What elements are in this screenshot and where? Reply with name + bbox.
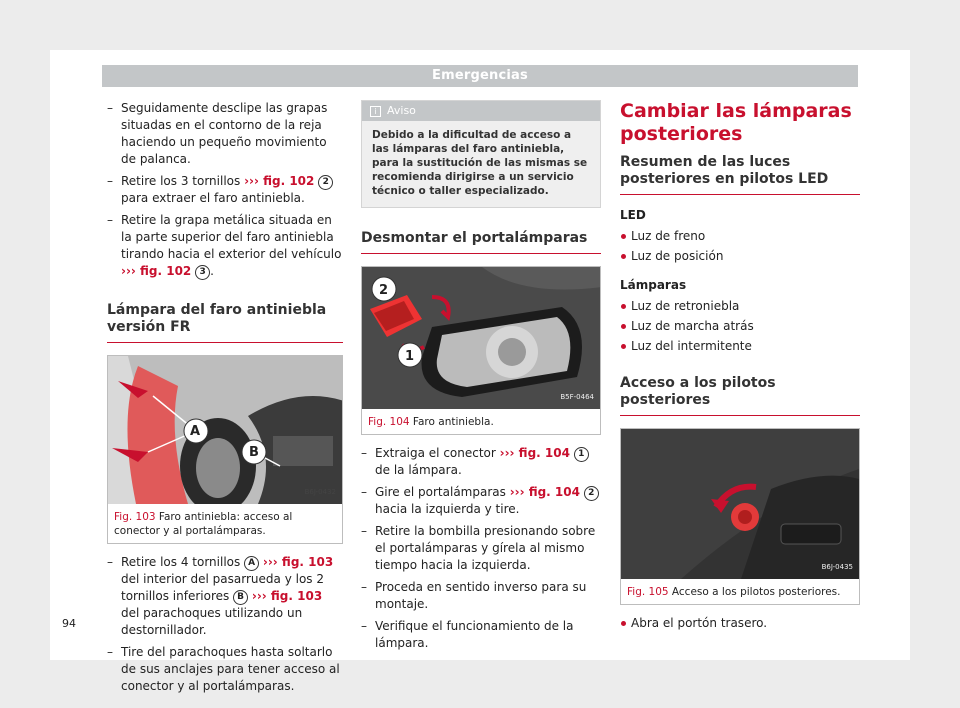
- figure-code: B6J-0435: [821, 563, 853, 571]
- info-icon: i: [370, 106, 381, 117]
- figure-caption: Fig. 105 Acceso a los pilotos posteriores.: [627, 586, 841, 598]
- section-header: Emergencias: [102, 65, 858, 87]
- list-item: Luz de marcha atrás: [620, 318, 860, 335]
- step: – Retire los 4 tornillos A ››› fig. 103 del interior del pasarrueda y los 2 tornillos inferiores B ››› fig. 103 del parachoques utilizando un destornillador.: [107, 554, 343, 639]
- figure-code: B6J-0432: [304, 488, 336, 496]
- page-number: 94: [62, 617, 76, 630]
- figure-number: 1: [405, 349, 415, 364]
- figure-code: B5F-0464: [560, 393, 594, 401]
- figure-link[interactable]: ››› fig. 102: [244, 174, 315, 188]
- step: – Verifique el funcionamiento de la lámpara.: [361, 618, 601, 652]
- figure-caption: Fig. 104 Faro antiniebla.: [368, 416, 494, 428]
- figure-number: 2: [379, 283, 389, 298]
- figure-104: [361, 266, 601, 435]
- figure-link[interactable]: ››› fig. 104: [509, 485, 580, 499]
- fog-light-access-illustration: [108, 356, 342, 504]
- callout-number: 2: [318, 175, 333, 190]
- section-heading: Desmontar el portalámparas: [361, 230, 601, 254]
- figure-link[interactable]: ››› fig. 104: [499, 446, 570, 460]
- figure-link[interactable]: ››› fig. 103: [262, 555, 334, 569]
- figure-link[interactable]: ››› fig. 103: [251, 589, 323, 603]
- column-3: [620, 100, 860, 635]
- notice-header: i Aviso: [362, 101, 600, 121]
- list-item: Luz de posición: [620, 248, 860, 265]
- figure-link[interactable]: ››› fig. 102: [121, 264, 192, 278]
- chapter-title: Cambiar las lámparas posteriores: [620, 100, 852, 145]
- step: – Retire los 3 tornillos ››› fig. 102 2 para extraer el faro antiniebla.: [107, 173, 343, 207]
- callout-letter: B: [233, 590, 248, 605]
- step: – Retire la grapa metálica situada en la parte superior del faro antiniebla tirando hacia el exterior del vehículo ››› fig. 102 3 .: [107, 212, 343, 280]
- figure-103: [107, 355, 343, 544]
- notice-box: [361, 100, 601, 208]
- figure-letter: B: [249, 445, 259, 460]
- list-item: Luz de freno: [620, 228, 860, 245]
- list-item: Abra el portón trasero.: [620, 615, 860, 632]
- column-2: [361, 100, 601, 657]
- fog-light-illustration: [362, 267, 600, 409]
- group-label: Lámparas: [620, 278, 687, 292]
- callout-number: 2: [584, 486, 599, 501]
- callout-number: 1: [574, 447, 589, 462]
- list-item: Luz del intermitente: [620, 338, 860, 355]
- rear-light-access-illustration: [621, 429, 859, 579]
- step: – Seguidamente desclipe las grapas situadas en el contorno de la reja haciendo un pequeño movimiento de palanca.: [107, 100, 343, 168]
- group-label: LED: [620, 208, 646, 222]
- notice-body: Debido a la dificultad de acceso a las lámparas del faro antiniebla, para la sustitución de las mismas se recomienda dirigirse a un servicio técnico o taller especializado.: [372, 129, 588, 197]
- callout-letter: A: [244, 556, 259, 571]
- step: – Gire el portalámparas ››› fig. 104 2 hacia la izquierda y tire.: [361, 484, 601, 518]
- section-heading: Lámpara del faro antiniebla versión FR: [107, 302, 343, 343]
- figure-letter: A: [190, 424, 201, 439]
- step: – Retire la bombilla presionando sobre el portalámparas y gírela al mismo tiempo hacia la izquierda.: [361, 523, 601, 574]
- column-1: [107, 100, 343, 700]
- step: – Proceda en sentido inverso para su montaje.: [361, 579, 601, 613]
- list-item: Luz de retroniebla: [620, 298, 860, 315]
- section-heading: Resumen de las luces posteriores en pilotos LED: [620, 154, 860, 195]
- figure-caption: Fig. 103 Faro antiniebla: acceso al conector y al portalámparas.: [114, 511, 293, 537]
- step: – Tire del parachoques hasta soltarlo de sus anclajes para tener acceso al conector y al portalámparas.: [107, 644, 343, 695]
- figure-105: [620, 428, 860, 605]
- step: – Extraiga el conector ››› fig. 104 1 de la lámpara.: [361, 445, 601, 479]
- callout-number: 3: [195, 265, 210, 280]
- section-heading: Acceso a los pilotos posteriores: [620, 375, 860, 416]
